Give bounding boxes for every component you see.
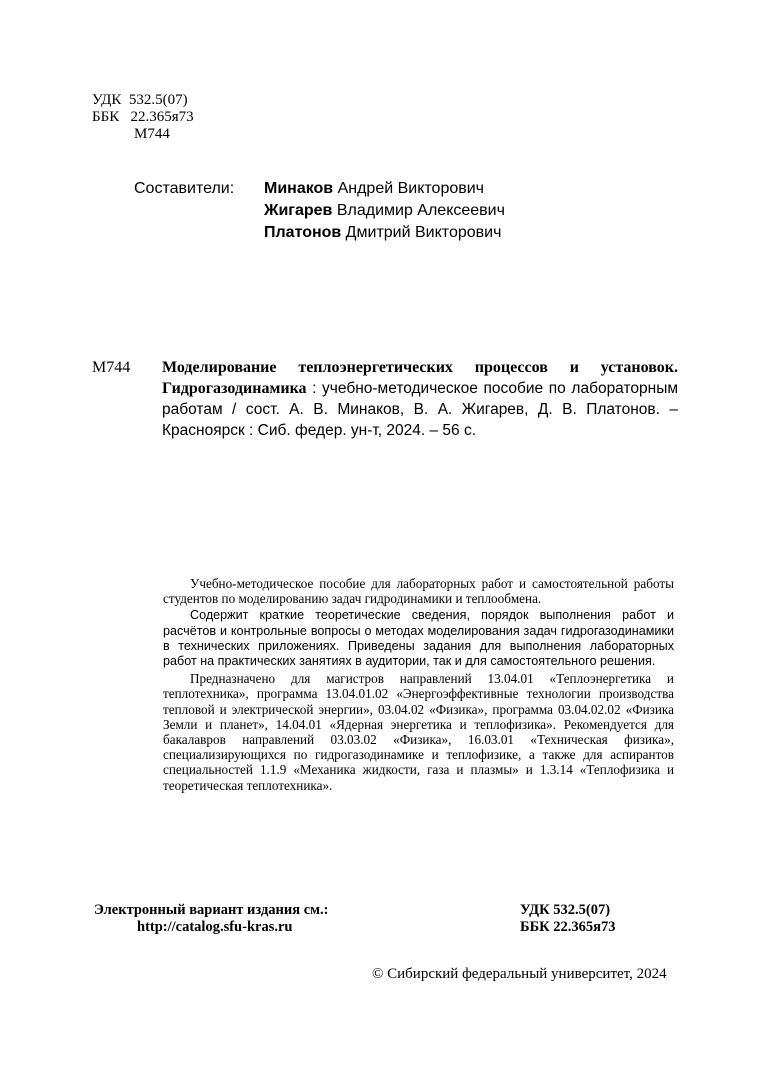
compiler-names: Владимир Алексеевич (332, 202, 505, 219)
compiler-entry (264, 200, 505, 222)
book-title: Моделирование теплоэнергетических процессов и установок. Гидрогазодинамика (162, 359, 678, 397)
electronic-version-label: Электронный вариант издания см.: (94, 902, 329, 918)
compiler-names: Андрей Викторович (333, 180, 485, 197)
footer-bbk: ББК 22.365я73 (520, 919, 616, 935)
compilers-label: Составители: (134, 180, 235, 197)
footer-codes (520, 902, 616, 936)
compiler-entry (264, 178, 505, 200)
copyright-notice: © Сибирский федеральный университет, 2024 (372, 966, 667, 982)
annotation-paragraph: Учебно-методическое пособие для лабораторных работ и самостоятельной работы студентов по моделированию задач гидродинамики и теплообмена. (163, 576, 674, 607)
compiler-surname: Минаков (264, 180, 334, 197)
author-mark: М744 (134, 126, 170, 142)
annotation-paragraph: Содержит краткие теоретические сведения, порядок выполнения работ и расчётов и контрольные вопросы о методах моделирования задач гидрогазодинамики в технических приложениях. Приведены задания для выполнения лабораторных работ на практических занятиях в аудитории, так и для самостоятельного решения. (163, 608, 674, 669)
footer-udk: УДК 532.5(07) (520, 902, 611, 918)
book-details: : учебно-методическое пособие по лабораторным работам / сост. А. В. Минаков, В. А. Жигарев, Д. В. Платонов. – Красноярск : Сиб. федер. ун-т, 2024. – 56 с. (162, 380, 678, 439)
compiler-surname: Жигарев (264, 202, 333, 219)
electronic-version (94, 902, 329, 936)
bibliographic-code: М744 (92, 359, 131, 376)
annotation (163, 576, 674, 795)
compiler-entry (264, 222, 505, 244)
classification-codes (92, 92, 194, 143)
annotation-paragraph: Предназначено для магистров направлений 13.04.01 «Теплоэнергетика и теплотехника», программа 13.04.01.02 «Энергоэффективные технологии производства тепловой и электрической энергии», 03.04.02 «Физика», программа 03.04.02.02 «Физика Земли и планет», 14.04.01 «Ядерная энергетика и теплофизика». Рекомендуется для бакалавров направлений 03.03.02 «Физика», 16.03.01 «Техническая физика», специализирующихся по гидрогазодинамике и теплофизике, а также для аспирантов специальностей 1.1.9 «Механика жидкости, газа и плазмы» и 1.3.14 «Теплофизика и теоретическая теплотехника». (163, 671, 674, 793)
compilers-list (264, 178, 505, 244)
bibliographic-description (162, 357, 678, 441)
bibliographic-record (92, 357, 678, 441)
catalog-link[interactable]: http://catalog.sfu-kras.ru (137, 919, 293, 935)
udk-code: УДК 532.5(07) (92, 92, 188, 108)
compiler-names: Дмитрий Викторович (341, 224, 502, 241)
bbk-code: ББК 22.365я73 (92, 109, 194, 125)
compiler-surname: Платонов (264, 224, 342, 241)
